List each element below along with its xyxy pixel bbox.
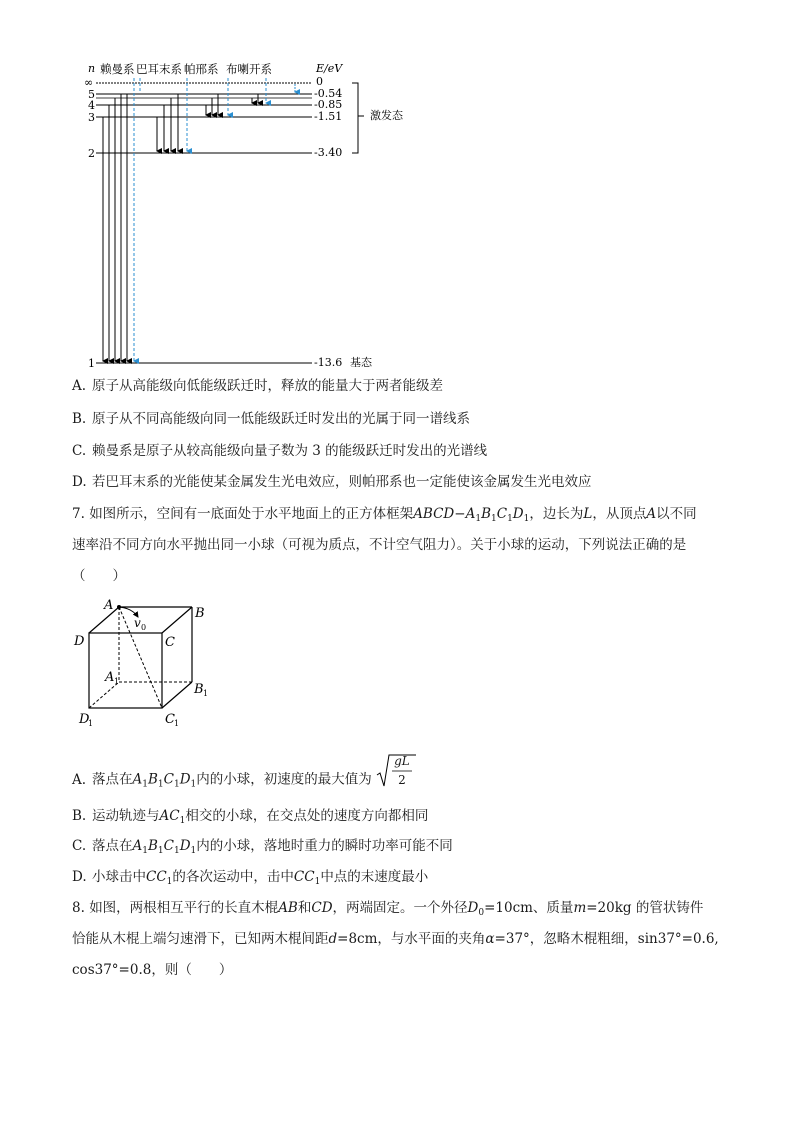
- option-label: D.: [72, 474, 87, 490]
- level-n-3: 3: [88, 111, 95, 124]
- option-label: B.: [72, 411, 87, 427]
- series-label-lyman: 赖曼系: [100, 62, 135, 76]
- velocity-v0: v: [134, 616, 141, 630]
- vertex-A1: A: [105, 670, 115, 685]
- e-axis-label: E/eV: [316, 62, 343, 75]
- ground-state-label: 基态: [350, 356, 372, 369]
- n-axis-label: n: [88, 62, 96, 75]
- q8-text: 恰能从木棍上端匀速滑下，已知两木棍间距: [72, 931, 329, 947]
- vertex-C1: C: [165, 712, 175, 727]
- edge-length-var: L: [583, 506, 593, 522]
- level-n-inf: ∞: [84, 76, 94, 89]
- option-text: 中点的末速度最小: [320, 869, 429, 885]
- q8-text: =8cm，与水平面的夹角: [337, 931, 486, 947]
- option-text: 的各次运动中，击中: [172, 869, 294, 885]
- vertex-A: A: [104, 598, 114, 613]
- vertex-B1: B: [194, 682, 204, 697]
- q7-answer-bracket[interactable]: （ ）: [72, 568, 126, 584]
- vertex-B: B: [195, 606, 205, 621]
- q7-stem-line2: 速率沿不同方向水平抛出同一小球（可视为质点，不计空气阻力）。关于小球的运动，下列说法正确的是: [72, 537, 687, 553]
- q8-text: =10cm、质量: [484, 900, 574, 916]
- q7-stem-line1: 7. 如图所示，空间有一底面处于水平地面上的正方体框架$ABCD-A_1B_1C_1D_1$，边长为L，从顶点A以不同: [72, 506, 697, 524]
- option-text: 小球击中: [92, 869, 146, 885]
- q7-text: ，从顶点: [592, 506, 647, 522]
- question-number: 8.: [72, 900, 85, 916]
- option-text: 落点在: [92, 771, 133, 788]
- option-label: A.: [72, 771, 87, 788]
- option-label: C.: [72, 443, 87, 459]
- q8-stem-line1: 8. 如图，两根相互平行的长直木棍AB和CD，两端固定。一个外径$D_0=10cm$、质量m=20kg 的管状铸件: [72, 900, 704, 918]
- option-text: 原子从高能级向低能级跃迁时，释放的能量大于两者能级差: [92, 378, 443, 394]
- option-text: 运动轨迹与: [92, 808, 160, 824]
- excited-state-label: 激发态: [370, 109, 403, 122]
- q8-text: 和: [297, 900, 312, 916]
- q8-text: ，两端固定。一个外径: [332, 900, 468, 916]
- series-label-paschen: 帕邢系: [184, 62, 219, 76]
- option-text: 若巴耳末系的光能使某金属发生光电效应，则帕邢系也一定能使该金属发生光电效应: [92, 474, 592, 490]
- cube-figure: [72, 595, 222, 735]
- q7-option-c[interactable]: C. 落点在$A_1B_1C_1D_1$内的小球，落地时重力的瞬时功率可能不同: [72, 838, 453, 856]
- option-label: B.: [72, 808, 87, 824]
- q6-option-c[interactable]: [72, 441, 487, 461]
- option-text: 赖曼系是原子从较高能级向量子数为 3 的能级跃迁时发出的光谱线: [92, 443, 488, 459]
- q7-option-d[interactable]: D. 小球击中$CC_1$的各次运动中，击中$CC_1$中点的末速度最小: [72, 869, 429, 887]
- sqrt-numerator: gL: [394, 754, 410, 768]
- sqrt-expression: [376, 753, 416, 795]
- vertex-A1-sub: 1: [114, 677, 120, 686]
- q6-option-a[interactable]: [72, 376, 443, 396]
- vertex-a-var: A: [646, 506, 657, 522]
- q6-option-d[interactable]: [72, 472, 592, 492]
- option-label: A.: [72, 378, 87, 394]
- level-n-5: 5: [88, 88, 95, 101]
- option-text: 原子从不同高能级向同一低能级跃迁时发出的光属于同一谱线系: [92, 411, 470, 427]
- level-n-4: 4: [88, 99, 95, 112]
- vertex-D: D: [74, 634, 85, 649]
- cube-name: ABCD: [413, 506, 455, 522]
- energy-level-diagram: [80, 58, 440, 376]
- sqrt-denominator: 2: [398, 773, 406, 787]
- vertex-D1: D: [79, 712, 90, 727]
- vertex-D1-sub: 1: [88, 719, 94, 728]
- option-label: C.: [72, 838, 87, 854]
- level-e-0: 0: [316, 75, 323, 88]
- vertex-C1-sub: 1: [174, 719, 180, 728]
- q8-stem-line2: 恰能从木棍上端匀速滑下，已知两木棍间距d=8cm，与水平面的夹角α=37°，忽略木棍粗细，sin37°=0.6,: [72, 931, 719, 947]
- series-label-brackett: 布喇开系: [226, 62, 272, 76]
- level-e-2: -3.40: [314, 146, 343, 159]
- q6-option-b[interactable]: [72, 409, 470, 429]
- level-e-3: -1.51: [314, 110, 343, 123]
- vertex-C: C: [165, 635, 175, 650]
- option-text: 内的小球，落地时重力的瞬时功率可能不同: [196, 838, 453, 854]
- level-e-5: -0.54: [314, 87, 343, 100]
- option-text: 内的小球，初速度的最大值为: [196, 771, 372, 788]
- q8-stem-line3[interactable]: cos37°=0.8，则（ ）: [72, 962, 233, 978]
- q7-text: ，边长为: [529, 506, 584, 522]
- q7-option-b[interactable]: B. 运动轨迹与$AC_1$相交的小球，在交点处的速度方向都相同: [72, 808, 429, 826]
- q7-text: 以不同: [656, 506, 697, 522]
- option-text: 落点在: [92, 838, 133, 854]
- q8-text: =20kg 的管状铸件: [586, 900, 704, 916]
- q8-text: =37°，忽略木棍粗细，sin37°=0.6,: [494, 931, 719, 947]
- option-label: D.: [72, 869, 87, 885]
- q7-text: 如图所示，空间有一底面处于水平地面上的正方体框架: [89, 506, 414, 522]
- level-n-2: 2: [88, 147, 95, 160]
- question-number: 7.: [72, 506, 85, 522]
- level-e-4: -0.85: [314, 98, 343, 111]
- level-e-1: -13.6: [314, 356, 343, 369]
- velocity-sub: 0: [141, 623, 147, 632]
- series-label-balmer: 巴耳末系: [136, 62, 182, 76]
- option-text: 相交的小球，在交点处的速度方向都相同: [185, 808, 429, 824]
- vertex-B1-sub: 1: [203, 689, 209, 698]
- level-n-1: 1: [88, 357, 95, 370]
- q7-option-a[interactable]: A. 落点在$A_1B_1C_1D_1$内的小球，初速度的最大值为 gL 2: [72, 759, 416, 801]
- q8-text: 如图，两根相互平行的长直木棍: [89, 900, 279, 916]
